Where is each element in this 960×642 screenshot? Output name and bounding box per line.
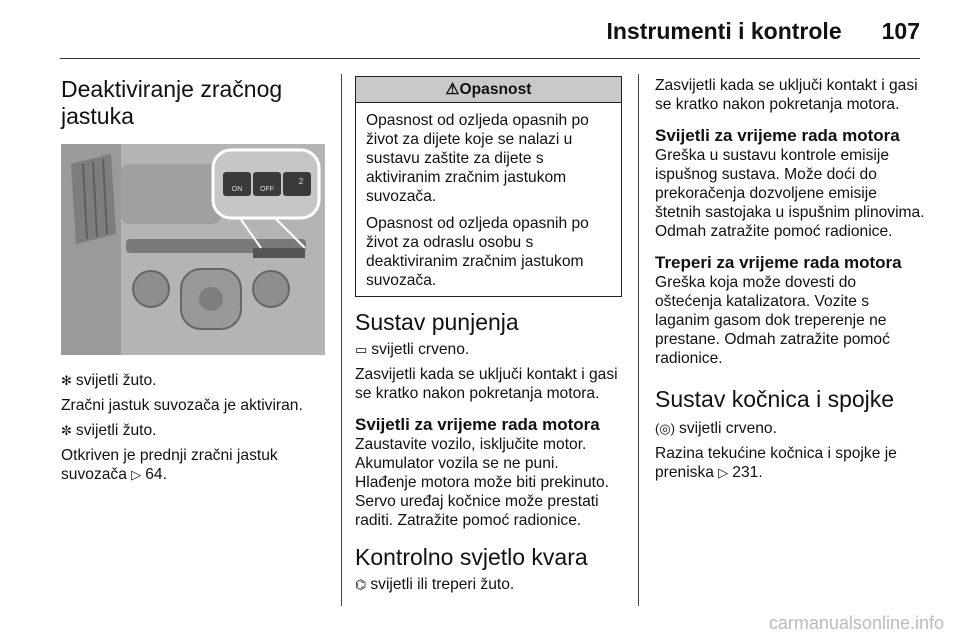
subheading-running: Svijetli za vrijeme rada motora bbox=[355, 415, 600, 434]
flash-text: Greška koja može dovesti do oštećenja katalizatora. Vozite s laganim gasom dok treperenje ne prestane. Odmah zatražite pomoć radionice. bbox=[655, 274, 890, 367]
engine-icon: ⌬ bbox=[355, 577, 367, 592]
mil-intro: Zasvijetli kada se uključi kontakt i gasi se kratko nakon pokretanja motora. bbox=[655, 77, 918, 113]
running-text: Zaustavite vozilo, isključite motor. Akumulator vozila se ne puni. Hlađenje motora može biti prekinuto. Servo uređaj kočnice može prestati raditi. Zatražite pomoć radionice. bbox=[355, 436, 609, 529]
watermark: carmanualsonline.info bbox=[768, 613, 944, 633]
column-3 bbox=[655, 76, 925, 482]
airbag-off-line: ✼ svijetli žuto. bbox=[61, 422, 157, 439]
airbag-off-icon: ✼ bbox=[61, 423, 72, 438]
warning-box bbox=[355, 76, 622, 297]
ref-arrow-icon: ▷ bbox=[718, 465, 729, 480]
section-heading-airbag: Deaktiviranje zračnog jastuka bbox=[61, 76, 283, 129]
airbag-on-text: Zračni jastuk suvozača je aktiviran. bbox=[61, 397, 303, 414]
warning-text-2: Opasnost od ozljeda opasnih po život za odraslu osobu s deaktiviranim zračnim jastukom suvozača. bbox=[366, 215, 589, 289]
warning-triangle-icon: ⚠ bbox=[445, 81, 460, 98]
warning-text-1: Opasnost od ozljeda opasnih po život za dijete koje se nalazi u sustavu zaštite za dijete s aktiviranim zračnim jastukom suvozača. bbox=[366, 112, 589, 205]
airbag-on-line: ✻ svijetli žuto. bbox=[61, 372, 157, 389]
subheading-on: Svijetli za vrijeme rada motora bbox=[655, 126, 900, 145]
on-text: Greška u sustavu kontrole emisije ispušnog sustava. Može doći do prekoračenja dozvoljene emisije štetnih sastojaka u ispušnim plinovima. Odmah zatražite pomoć radionice. bbox=[655, 147, 925, 240]
section-heading-charging: Sustav punjenja bbox=[355, 309, 519, 335]
column-2 bbox=[355, 76, 623, 594]
brake-line: (◎) svijetli crveno. bbox=[655, 420, 777, 437]
section-heading-mil: Kontrolno svjetlo kvara bbox=[355, 544, 588, 570]
battery-icon: ▭ bbox=[355, 342, 368, 357]
airbag-off-text: Otkriven je prednji zračni jastuk suvozača ▷ 64. bbox=[61, 447, 278, 483]
brake-icon: (◎) bbox=[655, 421, 676, 436]
photo-label-on: ON bbox=[231, 186, 243, 193]
dashboard-illustration bbox=[61, 144, 325, 355]
photo-label-2: 2 bbox=[298, 177, 304, 186]
column-1 bbox=[61, 76, 326, 484]
dashboard-photo bbox=[61, 144, 325, 355]
header-title: Instrumenti i kontrole bbox=[606, 18, 842, 44]
airbag-on-icon: ✻ bbox=[61, 373, 72, 388]
column-divider-2 bbox=[638, 74, 639, 606]
charging-text: Zasvijetli kada se uključi kontakt i gasi se kratko nakon pokretanja motora. bbox=[355, 366, 618, 402]
warning-header: ⚠Opasnost bbox=[356, 77, 621, 103]
page-header bbox=[606, 18, 920, 45]
photo-label-off: OFF bbox=[260, 186, 274, 193]
page-number: 107 bbox=[881, 18, 920, 44]
brake-text: Razina tekućine kočnica i spojke je preniska ▷ 231. bbox=[655, 445, 897, 481]
section-heading-brakes: Sustav kočnica i spojke bbox=[655, 386, 895, 412]
subheading-flash: Treperi za vrijeme rada motora bbox=[655, 253, 902, 272]
charging-line: ▭ svijetli crveno. bbox=[355, 341, 470, 358]
mil-line: ⌬ svijetli ili treperi žuto. bbox=[355, 576, 515, 593]
column-divider-1 bbox=[341, 74, 342, 606]
ref-arrow-icon: ▷ bbox=[131, 467, 142, 482]
header-rule bbox=[60, 58, 920, 59]
